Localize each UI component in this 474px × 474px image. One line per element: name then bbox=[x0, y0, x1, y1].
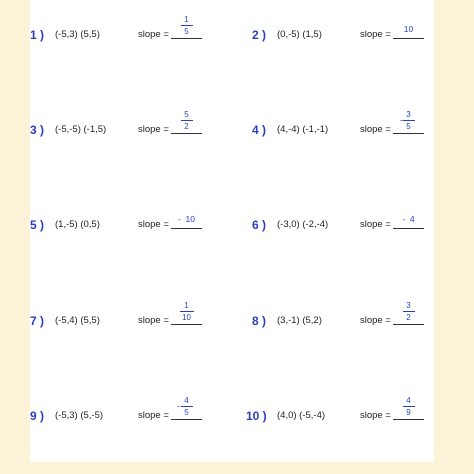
fraction-bar bbox=[403, 120, 415, 121]
problem-3 bbox=[30, 110, 230, 183]
answer-line bbox=[171, 419, 202, 420]
fraction-bar bbox=[403, 406, 415, 407]
problem-number: 2 ) bbox=[252, 28, 267, 42]
problem-points: (0,-5) (1,5) bbox=[277, 29, 322, 40]
slope-label: slope = bbox=[138, 315, 169, 326]
problem-2 bbox=[252, 24, 452, 88]
numerator: 5 bbox=[184, 110, 189, 119]
fraction-bar bbox=[181, 120, 193, 121]
problem-points: (-5,3) (5,5) bbox=[55, 29, 100, 40]
fraction-bar bbox=[180, 311, 194, 312]
problem-number: 7 ) bbox=[30, 314, 45, 328]
problem-4 bbox=[252, 110, 452, 183]
slope-label: slope = bbox=[138, 219, 169, 230]
problem-number: 10 ) bbox=[246, 409, 267, 423]
fraction bbox=[181, 15, 193, 36]
answer-line bbox=[393, 324, 424, 325]
numerator: 1 bbox=[184, 301, 189, 310]
numerator: 1 bbox=[184, 15, 189, 24]
problem-1 bbox=[30, 15, 230, 88]
negative-sign: - bbox=[400, 115, 403, 125]
problem-number: 3 ) bbox=[30, 123, 45, 137]
problem-number: 4 ) bbox=[252, 123, 267, 137]
problem-points: (-5,-5) (-1,5) bbox=[55, 124, 107, 135]
numerator: 4 bbox=[184, 396, 189, 405]
slope-label: slope = bbox=[138, 29, 169, 40]
fraction bbox=[181, 110, 193, 131]
problem-10 bbox=[246, 396, 446, 469]
numerator: 4 bbox=[406, 396, 411, 405]
problem-points: (1,-5) (0,5) bbox=[55, 219, 100, 230]
answer-line bbox=[171, 38, 202, 39]
numerator: 3 bbox=[406, 301, 411, 310]
problem-8 bbox=[252, 301, 452, 374]
worksheet bbox=[30, 0, 434, 462]
problem-number: 8 ) bbox=[252, 314, 267, 328]
denominator: 2 bbox=[406, 313, 411, 322]
fraction-bar bbox=[403, 311, 415, 312]
problem-number: 1 ) bbox=[30, 28, 45, 42]
problem-number: 5 ) bbox=[30, 218, 45, 232]
problem-number: 6 ) bbox=[252, 218, 267, 232]
slope-label: slope = bbox=[360, 219, 391, 230]
denominator: 2 bbox=[184, 122, 189, 131]
problem-6 bbox=[252, 214, 452, 278]
problem-9 bbox=[30, 396, 230, 469]
answer-line bbox=[171, 133, 202, 134]
answer-line bbox=[171, 324, 202, 325]
fraction bbox=[403, 110, 415, 131]
problem-points: (4,0) (-5,-4) bbox=[277, 410, 326, 421]
denominator: 9 bbox=[406, 408, 411, 417]
denominator: 5 bbox=[406, 122, 411, 131]
whole-answer: - 4 bbox=[402, 214, 415, 224]
denominator: 10 bbox=[182, 313, 191, 322]
fraction-bar bbox=[181, 25, 193, 26]
problem-points: (3,-1) (5,2) bbox=[277, 315, 322, 326]
slope-label: slope = bbox=[360, 410, 391, 421]
problem-points: (4,-4) (-1,-1) bbox=[277, 124, 329, 135]
answer-line bbox=[171, 228, 202, 229]
answer-line bbox=[393, 133, 424, 134]
problem-number: 9 ) bbox=[30, 409, 45, 423]
fraction bbox=[181, 396, 193, 417]
slope-label: slope = bbox=[138, 410, 169, 421]
slope-label: slope = bbox=[360, 124, 391, 135]
slope-label: slope = bbox=[138, 124, 169, 135]
negative-sign: - bbox=[177, 401, 180, 411]
slope-label: slope = bbox=[360, 29, 391, 40]
denominator: 5 bbox=[184, 408, 189, 417]
problem-points: (-5,3) (5,-5) bbox=[55, 410, 104, 421]
slope-label: slope = bbox=[360, 315, 391, 326]
fraction-bar bbox=[181, 406, 193, 407]
fraction bbox=[403, 396, 415, 417]
problem-points: (-5,4) (5,5) bbox=[55, 315, 100, 326]
problem-5 bbox=[30, 214, 230, 278]
whole-answer: 10 bbox=[403, 24, 414, 34]
fraction bbox=[403, 301, 415, 322]
numerator: 3 bbox=[406, 110, 411, 119]
denominator: 5 bbox=[184, 27, 189, 36]
answer-line bbox=[393, 419, 424, 420]
problem-points: (-3,0) (-2,-4) bbox=[277, 219, 329, 230]
whole-answer: - 10 bbox=[177, 214, 195, 224]
fraction bbox=[180, 301, 194, 322]
answer-line bbox=[393, 38, 424, 39]
problem-7 bbox=[30, 301, 230, 374]
answer-line bbox=[393, 228, 424, 229]
